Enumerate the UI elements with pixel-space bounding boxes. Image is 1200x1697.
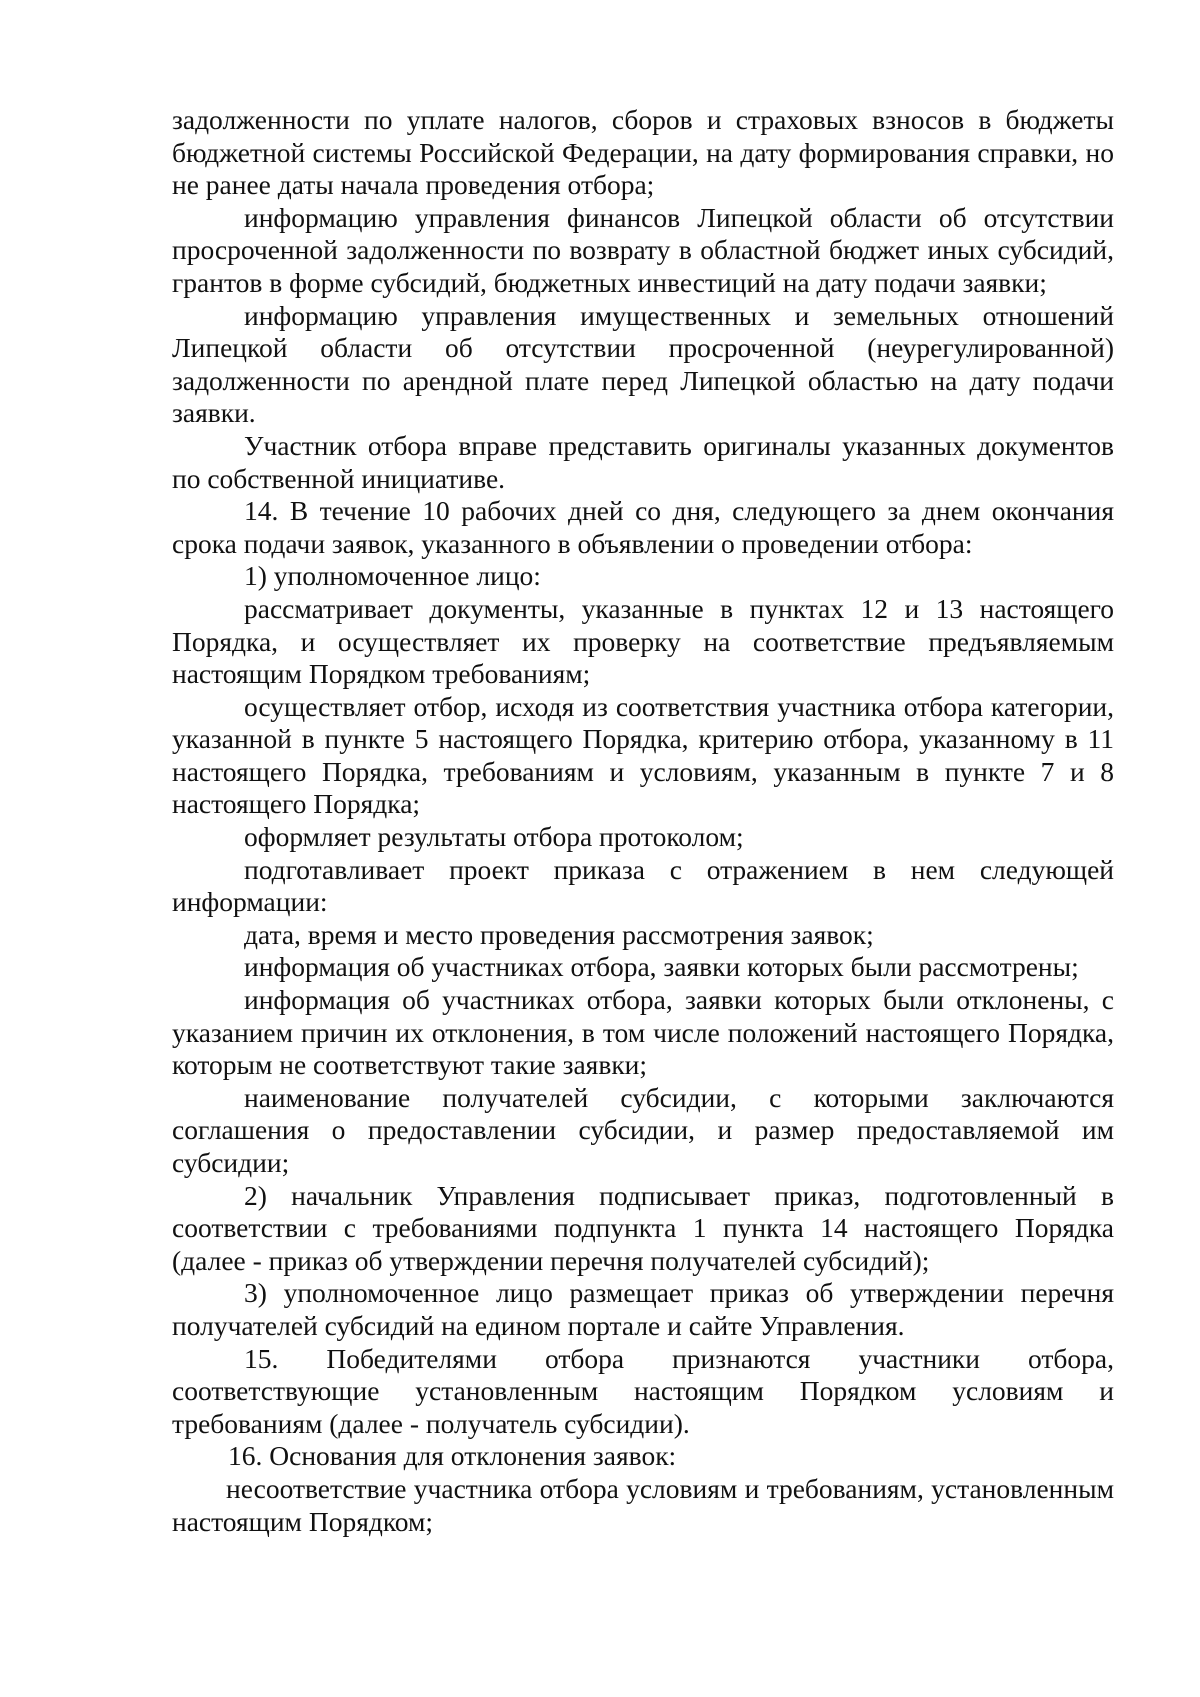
paragraph-item-14-2: 2) начальник Управления подписывает приказ, подготовленный в соответствии с требованиями подпункта 1 пункта 14 настоящего Порядка (далее - приказ об утверждении перечня получателей субсидий); xyxy=(172,1179,1114,1276)
paragraph-property-info: информацию управления имущественных и земельных отношений Липецкой области об отсутствии просроченной (неурегулированной) задолженности по арендной плате перед Липецкой областью на дату подачи заявки. xyxy=(172,299,1114,429)
paragraph-date-time-place: дата, время и место проведения рассмотрения заявок; xyxy=(244,918,874,950)
paragraph-item-14-1: 1) уполномоченное лицо: xyxy=(244,560,541,592)
document-page xyxy=(172,104,1114,1538)
paragraph-rejection-ground: несоответствие участника отбора условиям и требованиям, установленным настоящим Порядком; xyxy=(172,1472,1114,1537)
paragraph-rejected-participants: информация об участниках отбора, заявки которых были отклонены, с указанием причин их отклонения, в том числе положений настоящего Порядка, которым не соответствуют такие заявки; xyxy=(172,984,1114,1081)
paragraph-recipients-names: наименование получателей субсидии, с которыми заключаются соглашения о предоставлении субсидии, и размер предоставляемой им субсидии; xyxy=(172,1081,1114,1178)
paragraph-item-15: 15. Победителями отбора признаются участники отбора, соответствующие установленным настоящим Порядком условиям и требованиям (далее - получатель субсидии). xyxy=(172,1342,1114,1439)
paragraph-item-14: 14. В течение 10 рабочих дней со дня, следующего за днем окончания срока подачи заявок, указанного в объявлении о проведении отбора: xyxy=(172,495,1114,559)
paragraph-protocol: оформляет результаты отбора протоколом; xyxy=(244,821,744,853)
paragraph-tax-debt-continuation: задолженности по уплате налогов, сборов и страховых взносов в бюджеты бюджетной системы Российской Федерации, на дату формирования справки, но не ранее даты начала проведения отбора; xyxy=(172,104,1114,201)
paragraph-item-16: 16. Основания для отклонения заявок: xyxy=(228,1440,677,1472)
paragraph-draft-order: подготавливает проект приказа с отражением в нем следующей информации: xyxy=(172,853,1114,918)
paragraph-performs-selection: осуществляет отбор, исходя из соответствия участника отбора категории, указанной в пункте 5 настоящего Порядка, критерию отбора, указанному в 11 настоящего Порядка, требованиям и условиям, указанным в пункте 7 и 8 настоящего Порядка; xyxy=(172,690,1114,820)
paragraph-finance-info: информацию управления финансов Липецкой области об отсутствии просроченной задолженности по возврату в областной бюджет иных субсидий, грантов в форме субсидий, бюджетных инвестиций на дату подачи заявки; xyxy=(172,201,1114,298)
paragraph-item-14-3: 3) уполномоченное лицо размещает приказ об утверждении перечня получателей субсидий на едином портале и сайте Управления. xyxy=(172,1277,1114,1341)
paragraph-reviews-documents: рассматривает документы, указанные в пунктах 12 и 13 настоящего Порядка, и осуществляет их проверку на соответствие предъявляемым настоящим Порядком требованиям; xyxy=(172,592,1114,690)
paragraph-reviewed-participants: информация об участниках отбора, заявки которых были рассмотрены; xyxy=(244,951,1079,983)
paragraph-originals-initiative: Участник отбора вправе представить оригиналы указанных документов по собственной инициативе. xyxy=(172,429,1114,494)
